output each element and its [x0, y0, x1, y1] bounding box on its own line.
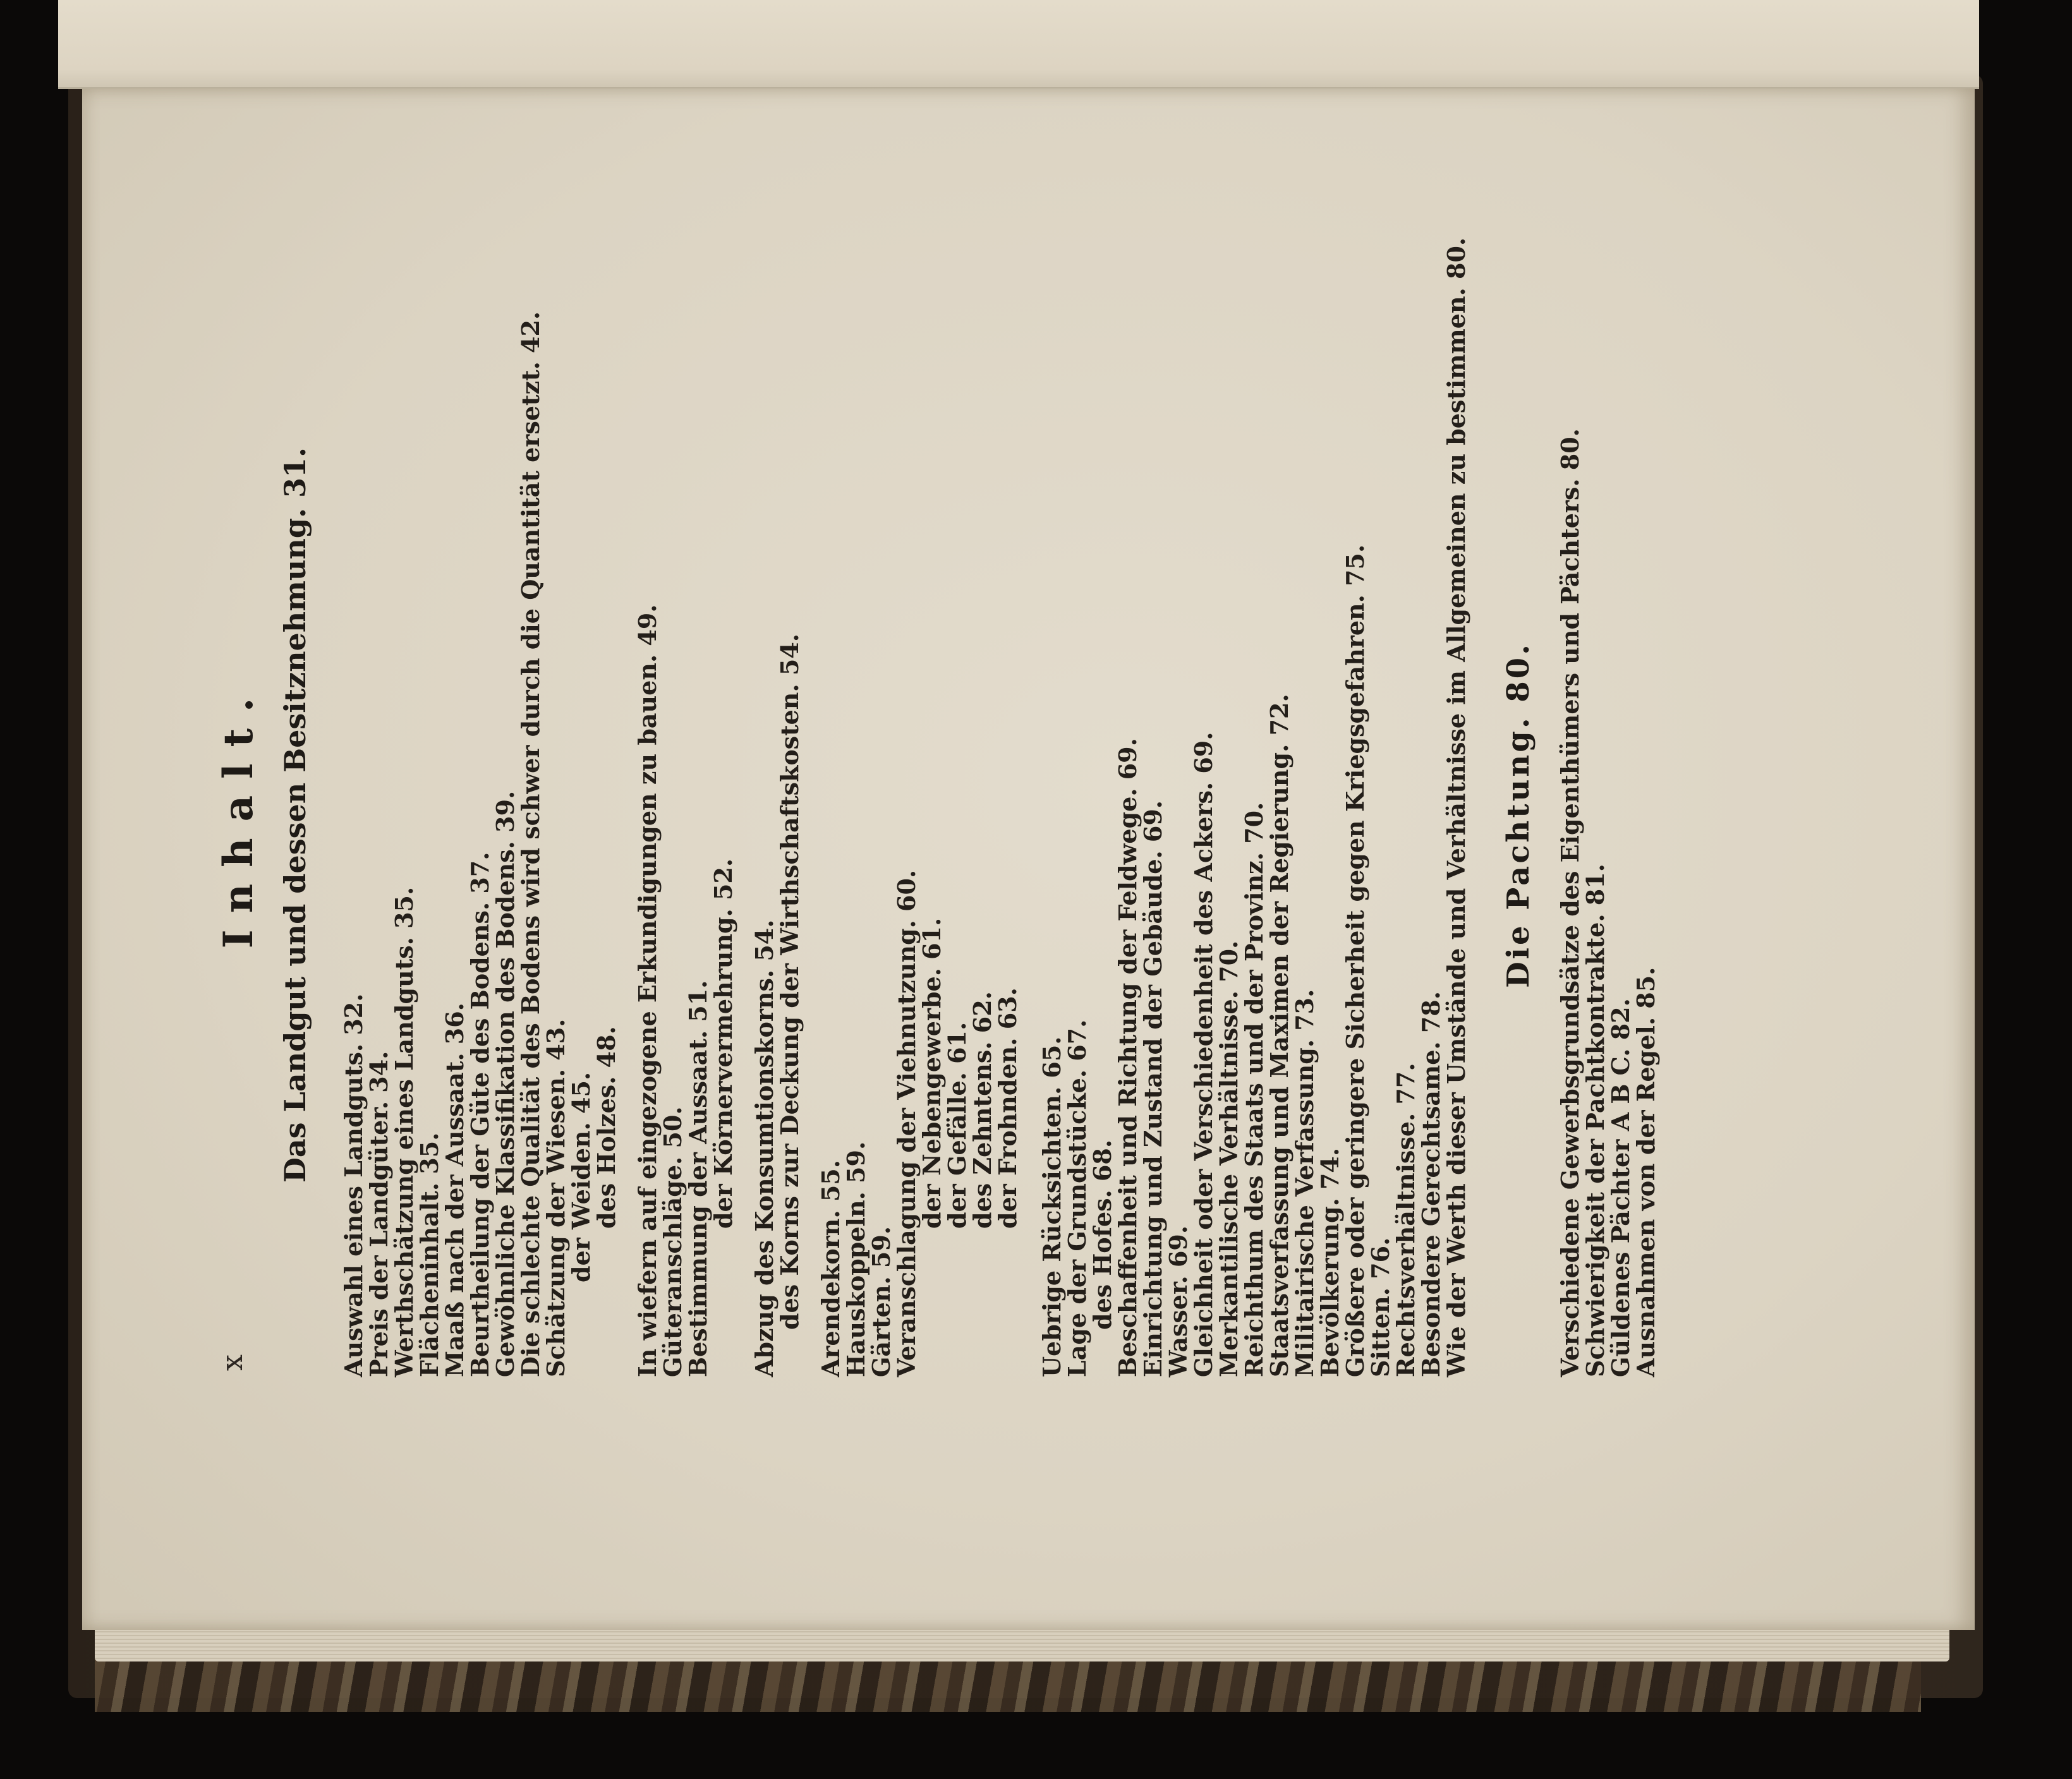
toc-entry: Güldenes Pächter A B C. 82. — [1606, 998, 1635, 1377]
toc-entry: Größere oder geringere Sicherheit gegen Kriegsgefahren. 75. — [1341, 544, 1369, 1377]
toc-entry: Wie der Werth dieser Umstände und Verhältnisse im Allgemeinen zu bestimmen. 80. — [1442, 237, 1470, 1377]
toc-entry: Veranschlagung der Viehnutzung. 60. — [892, 869, 921, 1377]
toc-entry: der Weiden. 45. — [567, 1071, 595, 1282]
toc-entry: Beschaffenheit und Richtung der Feldwege. 69. — [1113, 738, 1142, 1377]
toc-entry: Militairische Verfassung. 73. — [1290, 989, 1319, 1377]
toc-entry: des Hofes. 68. — [1088, 1139, 1117, 1330]
toc-entry: Maaß nach der Aussaat. 36. — [440, 1003, 469, 1377]
toc-entry: Flächeninhalt. 35. — [415, 1132, 444, 1377]
toc-entry: Schwierigkeit der Pachtkontrakte. 81. — [1581, 864, 1609, 1377]
toc-entry: Merkantilische Verhältnisse. 70. — [1215, 940, 1243, 1377]
previous-page-edge — [58, 0, 1979, 89]
toc-entry: Gleichheit oder Verschiedenheit des Ackers. 69. — [1189, 732, 1218, 1377]
toc-entry: Staatsverfassung und Maximen der Regierung. 72. — [1265, 694, 1293, 1377]
toc-entry: der Gefälle. 61. — [943, 1022, 971, 1229]
section-heading-pachtung: Die Pachtung. 80. — [1501, 642, 1536, 988]
toc-entry: In wiefern auf eingezogene Erkundigungen zu bauen. 49. — [633, 604, 662, 1377]
toc-entry: des Zehntens. 62. — [968, 991, 997, 1229]
toc-entry: Ausnahmen von der Regel. 85. — [1632, 967, 1660, 1377]
toc-entry: Güteranschläge. 50. — [658, 1106, 687, 1377]
page-number: x — [215, 1354, 249, 1371]
section-heading-landgut: Das Landgut und dessen Besitznehmung. 31. — [278, 447, 312, 1183]
toc-entry: Lage der Grundstücke. 67. — [1063, 1019, 1091, 1377]
toc-entry: Schätzung der Wiesen. 43. — [542, 1018, 570, 1377]
toc-entry: Einrichtung und Zustand der Gebäude. 69. — [1139, 800, 1167, 1377]
toc-entry: Hauskoppeln. 59. — [842, 1141, 870, 1377]
toc-entry: Verschiedene Gewerbsgrundsätze des Eigenthümers und Pächters. 80. — [1556, 428, 1584, 1377]
toc-entry: Reichthum des Staats und der Provinz. 70. — [1240, 802, 1268, 1377]
toc-entry: Sitten. 76. — [1366, 1237, 1395, 1377]
toc-entry: Abzug des Konsumtionskorns. 54. — [750, 919, 779, 1377]
toc-entry: der Nebengewerbe. 61. — [918, 917, 946, 1229]
toc-entry: Die schlechte Qualität des Bodens wird schwer durch die Quantität ersetzt. 42. — [516, 311, 545, 1377]
toc-entry: Auswahl eines Landguts. 32. — [339, 993, 368, 1377]
toc-entry: des Korns zur Deckung der Wirthschaftskosten. 54. — [775, 634, 804, 1330]
toc-entry: des Holzes. 48. — [592, 1026, 621, 1229]
toc-entry: Gewöhnliche Klassifikation des Bodens. 39. — [491, 790, 519, 1377]
toc-entry: Besondere Gerechtsame. 78. — [1417, 991, 1445, 1377]
toc-entry: Arendekorn. 55. — [816, 1160, 845, 1377]
toc-entry: Wasser. 69. — [1164, 1225, 1192, 1377]
toc-entry: der Körnervermehrung. 52. — [709, 858, 737, 1229]
toc-entry: Preis der Landgüter. 34. — [365, 1051, 393, 1377]
toc-entry: Bevölkerung. 74. — [1316, 1147, 1344, 1377]
toc-entry: Rechtsverhältnisse. 77. — [1391, 1063, 1420, 1377]
toc-entry: Beurtheilung der Güte des Bodens. 37. — [466, 852, 494, 1377]
toc-entry: Werthschätzung eines Landguts. 35. — [390, 886, 418, 1377]
toc-entry: Gärten. 59. — [867, 1226, 895, 1377]
toc-entry: der Frohnden. 63. — [993, 987, 1022, 1229]
toc-entry: Uebrige Rücksichten. 65. — [1038, 1036, 1066, 1377]
rotated-text-block — [215, 237, 1769, 1377]
page-title: Inhalt. — [215, 681, 262, 949]
toc-entry: Bestimmung der Aussaat. 51. — [684, 980, 712, 1377]
